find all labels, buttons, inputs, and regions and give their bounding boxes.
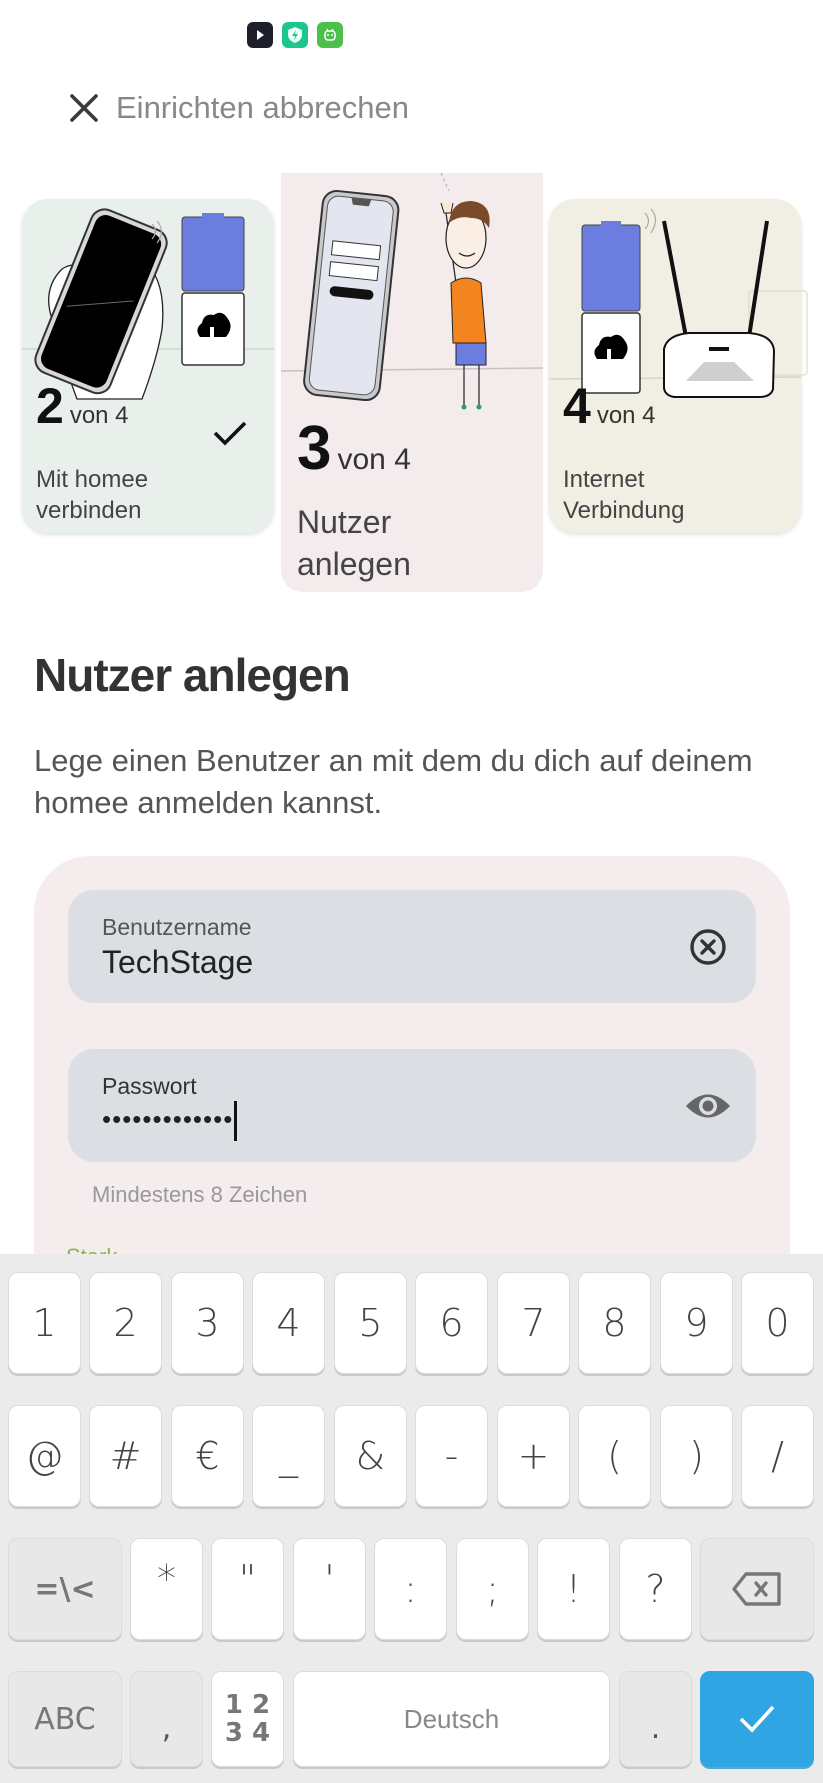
key-label: " (238, 1557, 257, 1601)
key-label: 1 2 (224, 1690, 271, 1720)
cancel-setup-button[interactable] (68, 90, 409, 126)
key-label: 3 (195, 1301, 220, 1345)
key-at[interactable] (8, 1405, 81, 1507)
enter-done-key[interactable] (700, 1671, 814, 1767)
key-9[interactable] (660, 1272, 733, 1374)
step-of-total: von 4 (69, 402, 129, 429)
key-2[interactable] (89, 1272, 162, 1374)
key-label: € (195, 1434, 220, 1478)
username-input[interactable]: TechStage (102, 944, 254, 980)
key-label: 6 (439, 1301, 464, 1345)
key-semicolon[interactable] (456, 1538, 529, 1640)
key-label: / (771, 1434, 784, 1478)
shield-bolt-app-icon (282, 22, 308, 48)
key-euro[interactable] (171, 1405, 244, 1507)
key-numpad-switch[interactable] (211, 1671, 284, 1767)
key-label: ( (607, 1434, 622, 1478)
key-label: # (109, 1434, 142, 1478)
password-label: Passwort (102, 1073, 197, 1099)
step-title (36, 465, 148, 526)
step-number: 2 (36, 378, 64, 434)
create-user-illustration (281, 173, 543, 423)
step-indicator (297, 413, 411, 484)
check-icon (737, 1703, 777, 1735)
key-5[interactable] (334, 1272, 407, 1374)
key-hash[interactable] (89, 1405, 162, 1507)
step-indicator (36, 377, 129, 435)
username-label: Benutzername (102, 914, 252, 940)
key-label: =\< (34, 1571, 96, 1607)
step-number: 3 (297, 414, 332, 483)
key-abc-switch[interactable] (8, 1671, 122, 1767)
key-label: 2 (113, 1301, 138, 1345)
key-label: ! (565, 1567, 582, 1611)
step-title (563, 465, 684, 526)
key-1[interactable] (8, 1272, 81, 1374)
key-label: ? (645, 1567, 666, 1611)
completed-checkmark-icon (212, 419, 248, 447)
password-field[interactable] (68, 1049, 756, 1162)
key-label: @ (25, 1434, 64, 1478)
key-minus[interactable] (415, 1405, 488, 1507)
step-title-line: Internet (563, 466, 645, 493)
step-card-internet-connection[interactable] (549, 199, 801, 533)
key-question[interactable] (619, 1538, 692, 1640)
key-label: ABC (34, 1701, 96, 1737)
key-single-quote[interactable] (293, 1538, 366, 1640)
key-3[interactable] (171, 1272, 244, 1374)
key-0[interactable] (741, 1272, 814, 1374)
key-close-paren[interactable] (660, 1405, 733, 1507)
media-play-app-icon (247, 22, 273, 48)
key-6[interactable] (415, 1272, 488, 1374)
step-title-line: Nutzer (297, 504, 392, 540)
key-8[interactable] (578, 1272, 651, 1374)
key-label: 0 (765, 1301, 790, 1345)
key-label: 8 (602, 1301, 627, 1345)
key-period[interactable] (619, 1671, 692, 1767)
key-label: , (161, 1711, 172, 1746)
key-double-quote[interactable] (211, 1538, 284, 1640)
step-number: 4 (563, 378, 591, 434)
step-title-line: anlegen (297, 546, 411, 582)
key-label: 4 (276, 1301, 301, 1345)
key-label: 7 (521, 1301, 546, 1345)
key-label: 5 (358, 1301, 383, 1345)
router-and-homee-illustration (549, 199, 801, 399)
close-icon (68, 92, 100, 124)
key-comma[interactable] (130, 1671, 203, 1767)
step-of-total: von 4 (596, 402, 656, 429)
onscreen-keyboard (0, 1254, 823, 1783)
key-label: 3 4 (224, 1718, 271, 1748)
key-label: : (404, 1567, 417, 1611)
step-title-line: Mit homee (36, 466, 149, 493)
step-indicator (563, 377, 656, 435)
backspace-key[interactable] (700, 1538, 814, 1640)
status-bar-icons (247, 22, 343, 48)
key-label: ; (486, 1567, 499, 1611)
password-hint: Mindestens 8 Zeichen (92, 1182, 308, 1207)
key-label: 9 (684, 1301, 709, 1345)
text-caret (234, 1101, 237, 1141)
key-label: + (517, 1434, 550, 1478)
password-masked-value: ••••••••••••• (102, 1103, 234, 1134)
show-password-eye-icon[interactable] (686, 1084, 730, 1128)
key-label: 1 (32, 1301, 57, 1345)
step-of-total: von 4 (337, 443, 411, 476)
key-7[interactable] (497, 1272, 570, 1374)
key-more-symbols[interactable] (8, 1538, 122, 1640)
key-label: - (444, 1434, 459, 1478)
step-card-create-user[interactable] (281, 173, 543, 592)
step-title (297, 501, 411, 585)
step-title-line: Verbindung (563, 496, 685, 524)
key-label: Deutsch (403, 1703, 500, 1734)
key-slash[interactable] (741, 1405, 814, 1507)
step-card-connect-homee[interactable] (22, 199, 274, 533)
robot-app-icon (317, 22, 343, 48)
cancel-setup-label: Einrichten abbrechen (116, 90, 409, 125)
key-ampersand[interactable] (334, 1405, 407, 1507)
username-field[interactable] (68, 890, 756, 1003)
key-4[interactable] (252, 1272, 325, 1374)
key-underscore[interactable] (252, 1405, 325, 1507)
page-description: Lege einen Benutzer an mit dem du dich auf deinem homee anmelden kannst. (34, 743, 753, 820)
key-plus[interactable] (497, 1405, 570, 1507)
key-colon[interactable] (374, 1538, 447, 1640)
key-open-paren[interactable] (578, 1405, 651, 1507)
key-asterisk[interactable] (130, 1538, 203, 1640)
key-exclamation[interactable] (537, 1538, 610, 1640)
key-label: ' (324, 1557, 335, 1601)
backspace-icon (732, 1571, 782, 1607)
key-label: & (355, 1434, 386, 1478)
key-label: ) (689, 1434, 704, 1478)
key-label: _ (279, 1434, 298, 1478)
clear-icon[interactable] (686, 925, 730, 969)
key-label: * (157, 1557, 176, 1601)
space-key[interactable] (293, 1671, 610, 1767)
key-label: . (650, 1711, 661, 1746)
page-title: Nutzer anlegen (34, 649, 350, 701)
user-form-panel (34, 856, 790, 1256)
step-title-line: verbinden (36, 496, 142, 524)
password-input[interactable] (102, 1101, 237, 1141)
phone-and-homee-illustration (22, 199, 274, 399)
